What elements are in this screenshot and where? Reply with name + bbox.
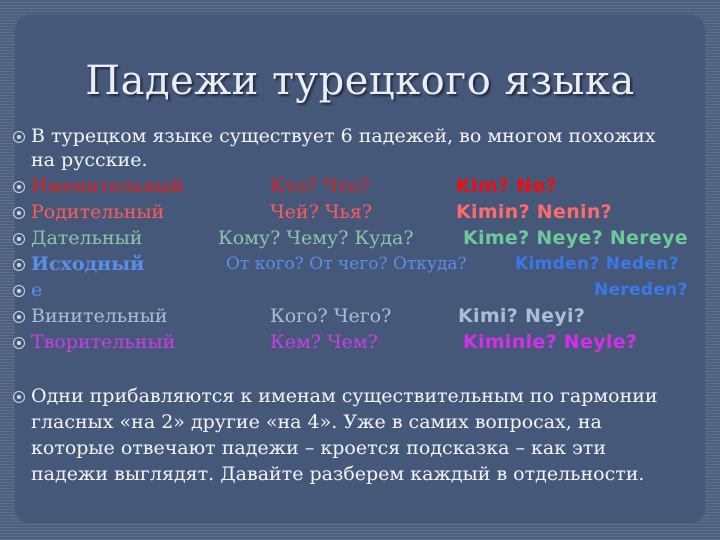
- case-name-genitive: Родительный: [31, 201, 165, 223]
- case-question-tr-ablative: Kimden? Neden?: [515, 254, 679, 274]
- case-extra-ablative: е: [31, 279, 43, 301]
- case-name-nominative: Именительный: [31, 175, 184, 197]
- case-question-tr-genitive: Kimin? Nenin?: [456, 201, 612, 223]
- case-question-tr-instrumental: Kiminle? Neyle?: [463, 331, 638, 353]
- intro-line-2: на русские.: [31, 149, 148, 171]
- case-question-ru-instrumental: Кем? Чем?: [270, 331, 378, 353]
- case-question-ru-dative: Кому? Чему? Куда?: [218, 227, 414, 249]
- circle-bullet-icon: [13, 259, 25, 271]
- case-question-ru-ablative: От кого? От чего? Откуда?: [226, 254, 467, 274]
- circle-bullet-icon: [13, 285, 25, 297]
- circle-bullet-icon: [13, 131, 25, 143]
- case-name-instrumental: Творительный: [31, 331, 176, 353]
- outro-line-3: которые отвечают падежи – кроется подсказка – как эти: [31, 437, 606, 459]
- case-name-accusative: Винительный: [31, 305, 168, 327]
- case-name-dative: Дательный: [31, 227, 143, 249]
- case-question-ru-nominative: Кто? Что?: [270, 175, 370, 197]
- case-question-tr-dative: Kime? Neye? Nereye: [463, 227, 688, 249]
- intro-line-1: В турецком языке существует 6 падежей, во многом похожих: [31, 125, 656, 147]
- circle-bullet-icon: [13, 207, 25, 219]
- case-question-ru-accusative: Кого? Чего?: [270, 305, 392, 327]
- case-question-tr-nominative: Kim? Ne?: [456, 175, 557, 197]
- outro-line-2: гласных «на 2» другие «на 4». Уже в самих вопросах, на: [31, 411, 602, 433]
- circle-bullet-icon: [13, 311, 25, 323]
- slide-title: Падежи турецкого языка: [85, 58, 635, 104]
- case-question-tr-accusative: Kimi? Neyi?: [458, 305, 586, 327]
- outro-line-1: Одни прибавляются к именам существительным по гармонии: [31, 385, 658, 407]
- case-question-ru-genitive: Чей? Чья?: [270, 201, 373, 223]
- case-name-ablative: Исходный: [31, 253, 145, 275]
- outro-line-4: падежи выглядят. Давайте разберем каждый в отдельности.: [31, 463, 645, 485]
- case-question-tr2-ablative: Nereden?: [594, 280, 688, 300]
- circle-bullet-icon: [13, 391, 25, 403]
- circle-bullet-icon: [13, 181, 25, 193]
- circle-bullet-icon: [13, 337, 25, 349]
- circle-bullet-icon: [13, 233, 25, 245]
